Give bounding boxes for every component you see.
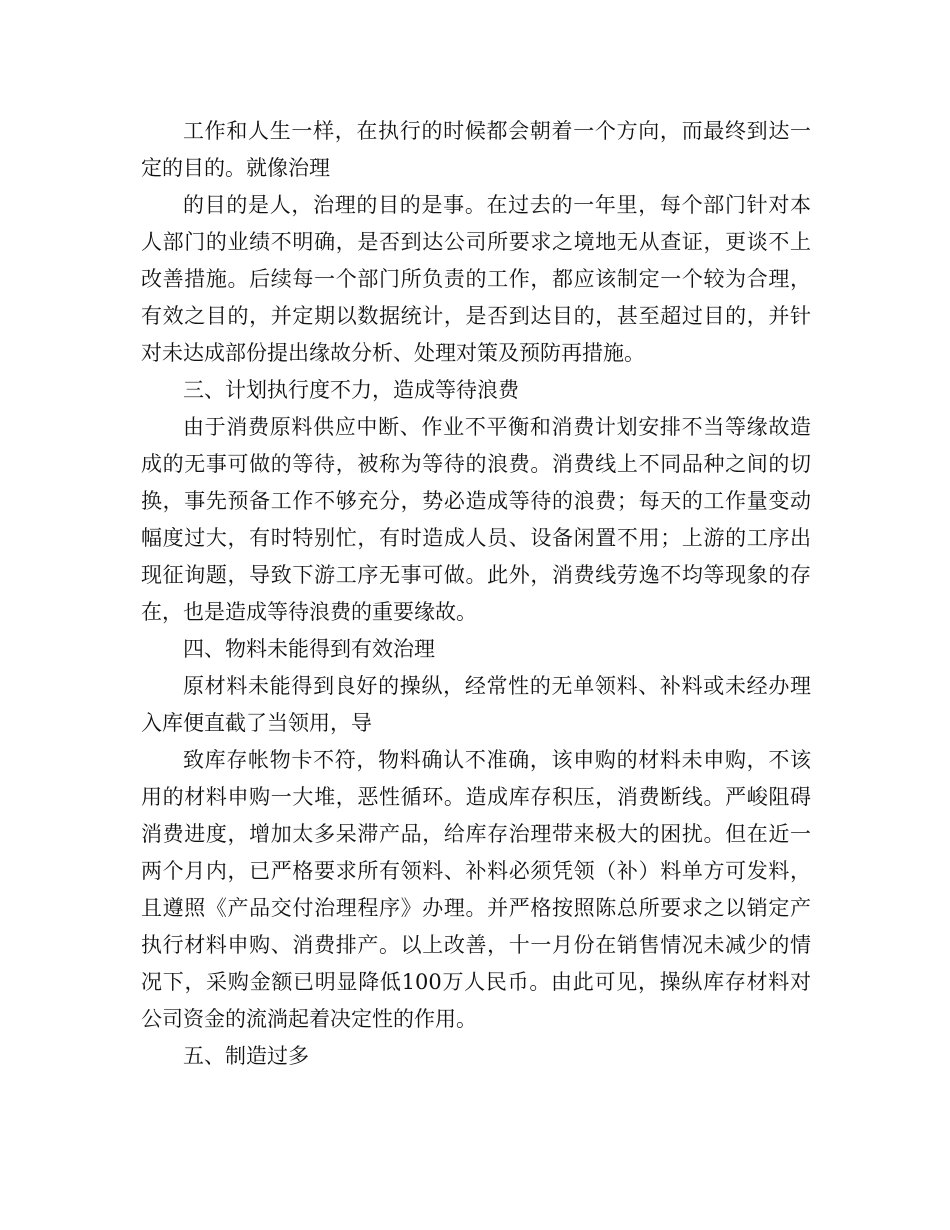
- paragraph-goals: 的目的是人，治理的目的是事。在过去的一年里，每个部门针对本人部门的业绩不明确，是否到达公司所要求之境地无从查证，更谈不上改善措施。后续每一个部门所负责的工作，都应该制定一个较为合理，有效之目的，并定期以数据统计，是否到达目的，甚至超过目的，并针对未达成部份提出缘故分析、处理对策及预防再措施。: [141, 193, 811, 365]
- section-heading-3: 三、计划执行度不力，造成等待浪费: [183, 378, 519, 402]
- paragraph-intro: 工作和人生一样，在执行的时候都会朝着一个方向，而最终到达一定的目的。就像治理: [141, 119, 811, 180]
- section-heading-5: 五、制造过多: [183, 1044, 309, 1068]
- paragraph-materials-intro: 原材料未能得到良好的操纵，经常性的无单领料、补料或未经办理入库便直截了当领用，导: [141, 674, 811, 735]
- paragraph-materials: 致库存帐物卡不符，物料确认不准确，该申购的材料未申购，不该用的材料申购一大堆，恶性循环。造成库存积压，消费断线。严峻阻碍消费进度，增加太多呆滞产品，给库存治理带来极大的困扰。但在近一两个月内，已严格要求所有领料、补料必须凭领（补）料单方可发料，且遵照《产品交付治理程序》办理。并严格按照陈总所要求之以销定产执行材料申购、消费排产。以上改善，十一月份在销售情况未减少的情况下，采购金额已明显降低100万人民币。由此可见，操纵库存材料对公司资金的流淌起着决定性的作用。: [141, 748, 811, 1031]
- section-heading-4: 四、物料未能得到有效治理: [183, 637, 435, 661]
- paragraph-waiting-waste: 由于消费原料供应中断、作业不平衡和消费计划安排不当等缘故造成的无事可做的等待，被称为等待的浪费。消费线上不同品种之间的切换，事先预备工作不够充分，势必造成等待的浪费；每天的工作量变动幅度过大，有时特别忙，有时造成人员、设备闲置不用；上游的工序出现征询题，导致下游工序无事可做。此外，消费线劳逸不均等现象的存在，也是造成等待浪费的重要缘故。: [141, 415, 811, 624]
- document-body: [141, 113, 811, 1075]
